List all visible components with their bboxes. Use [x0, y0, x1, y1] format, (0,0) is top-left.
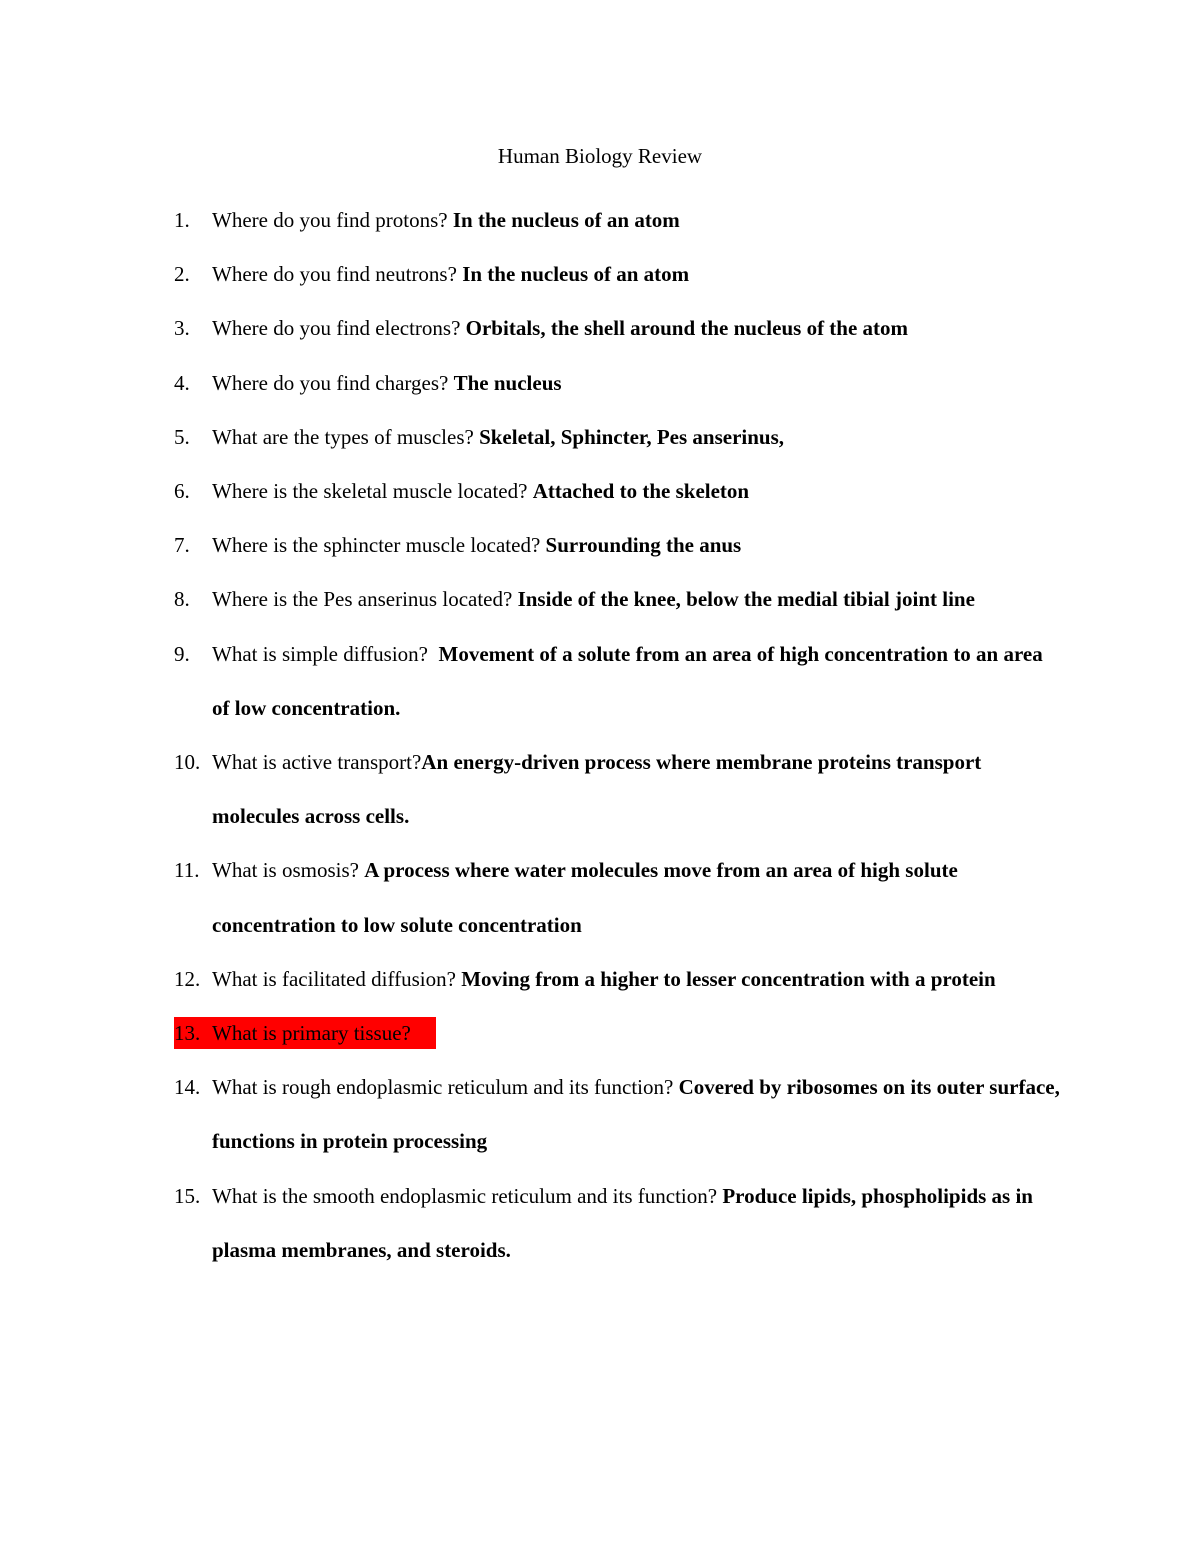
answer-text: Produce lipids, phospholipids as in plasma membranes, and steroids. — [212, 1183, 1033, 1262]
answer-text: In the nucleus of an atom — [462, 262, 690, 287]
answer-text: Orbitals, the shell around the nucleus of the atom — [465, 316, 909, 341]
answer-text: Skeletal, Sphincter, Pes anserinus, — [479, 424, 784, 449]
answer-text: Inside of the knee, below the medial tibial joint line — [517, 587, 975, 612]
list-item — [0, 735, 1200, 843]
answer-text: An energy-driven process where membrane proteins transport molecules across cells. — [212, 750, 982, 829]
answer-text: Covered by ribosomes on its outer surface, functions in protein processing — [212, 1075, 1060, 1154]
question-text: Where is the Pes anserinus located? — [212, 587, 518, 612]
list-item — [0, 843, 1200, 951]
answer-text: Attached to the skeleton — [532, 479, 750, 504]
item-number: 11. — [174, 858, 200, 883]
list-item — [0, 627, 1200, 735]
item-number: 7. — [174, 533, 190, 558]
item-number: 8. — [174, 587, 190, 612]
question-text: Where do you find electrons? — [212, 316, 466, 341]
item-number: 4. — [174, 370, 190, 395]
question-text: What is rough endoplasmic reticulum and its function? — [212, 1075, 679, 1100]
list-item — [0, 952, 1200, 1006]
item-number: 1. — [174, 208, 190, 232]
list-item — [0, 464, 1200, 518]
answer-text: In the nucleus of an atom — [452, 208, 680, 232]
list-item — [0, 356, 1200, 410]
question-text: Where do you find protons? — [212, 208, 453, 232]
question-text: Where is the sphincter muscle located? — [212, 533, 546, 558]
item-number: 9. — [174, 641, 190, 666]
list-item — [0, 193, 1200, 247]
answer-text: A process where water molecules move from an area of high solute concentration to low solute concentration — [212, 858, 958, 937]
question-text: Where is the skeletal muscle located? — [212, 479, 533, 504]
item-number: 10. — [174, 750, 201, 775]
answer-text: The nucleus — [453, 370, 562, 395]
list-item — [0, 410, 1200, 464]
list-item — [0, 572, 1200, 626]
document-title: Human Biology Review — [497, 144, 703, 168]
item-number: 14. — [174, 1075, 201, 1100]
question-text: Where do you find charges? — [212, 370, 454, 395]
question-text: What is osmosis? — [212, 858, 365, 883]
item-number: 6. — [174, 479, 190, 504]
question-text: What is simple diffusion? — [212, 641, 439, 666]
item-number: 12. — [174, 966, 201, 991]
answer-text: Surrounding the anus — [545, 533, 742, 558]
list-item — [0, 301, 1200, 355]
list-item — [0, 1060, 1200, 1168]
list-item — [0, 247, 1200, 301]
item-number: 5. — [174, 424, 190, 449]
question-text: What is active transport? — [212, 750, 422, 775]
question-list — [0, 193, 1200, 1277]
question-text: What is primary tissue? — [212, 1021, 411, 1046]
item-number: 2. — [174, 262, 190, 287]
list-item — [0, 1006, 1200, 1060]
list-item — [0, 518, 1200, 572]
question-text: What is facilitated diffusion? — [212, 966, 462, 991]
item-number: 3. — [174, 316, 190, 341]
item-number: 15. — [174, 1183, 201, 1208]
question-text: What is the smooth endoplasmic reticulum and its function? — [212, 1183, 723, 1208]
item-number: 13. — [174, 1021, 201, 1046]
answer-text: Moving from a higher to lesser concentration with a protein — [461, 966, 996, 991]
question-text: What are the types of muscles? — [212, 424, 480, 449]
list-item — [0, 1169, 1200, 1277]
question-text: Where do you find neutrons? — [212, 262, 463, 287]
answer-text: Movement of a solute from an area of high concentration to an area of low concentration. — [212, 641, 1043, 720]
